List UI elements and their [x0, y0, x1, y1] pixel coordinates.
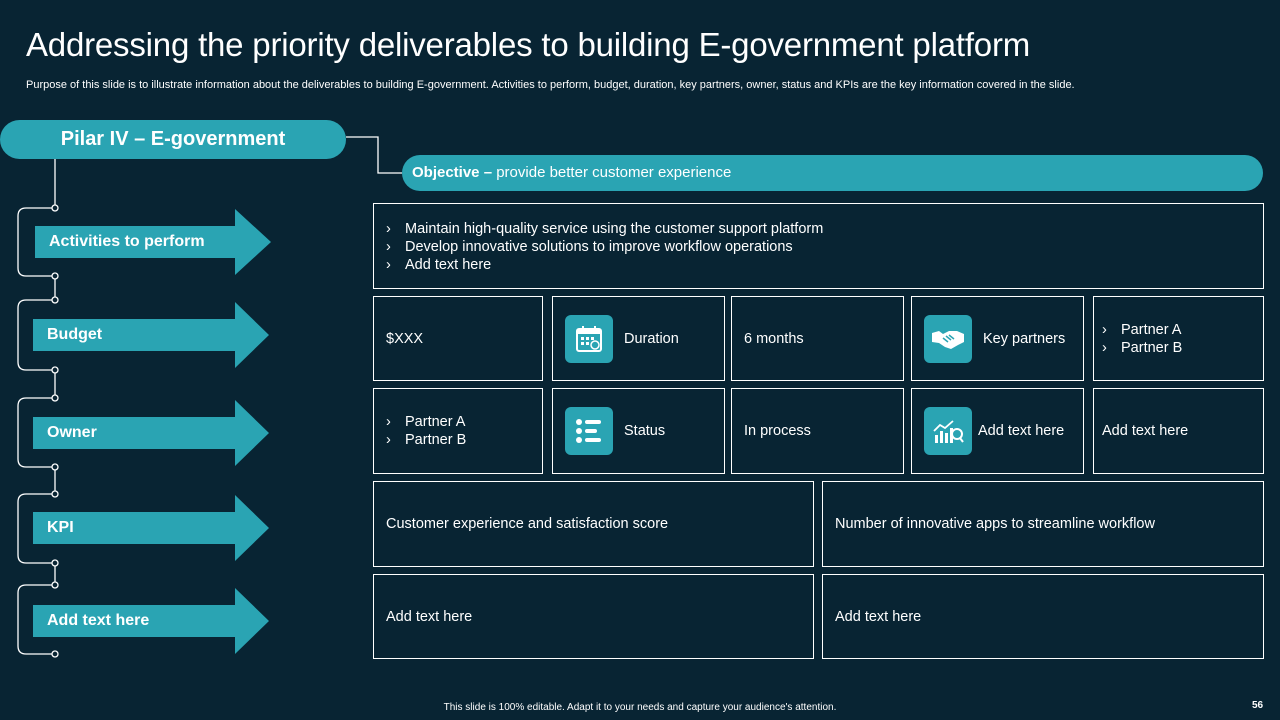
category-label: Add text here — [47, 612, 150, 629]
page-title: Addressing the priority deliverables to building E-government platform — [26, 26, 1031, 63]
bullet-glyph: › — [1102, 340, 1107, 356]
extra-value-cell — [1093, 388, 1264, 474]
page-subtitle: Purpose of this slide is to illustrate information about the deliverables to building E-government. Activities to perform, budget, duration, key partners, owner, status and KPIs are the key information covered in the slide. — [26, 79, 1075, 91]
partners-list-cell — [1093, 296, 1264, 381]
partners-label: Key partners — [983, 330, 1066, 347]
status-cell — [552, 388, 725, 474]
kpi-right-cell — [822, 481, 1264, 567]
category-arrow-activities — [35, 209, 271, 275]
category-label: Activities to perform — [49, 233, 205, 250]
category-arrow-owner — [33, 400, 269, 466]
duration-label: Duration — [624, 330, 679, 347]
list-item: › Maintain high-quality service using the customer support platform — [386, 221, 824, 237]
extra-label: Add text here — [978, 423, 1065, 439]
pilar-banner: Pilar IV – E-government — [0, 120, 346, 159]
objective-banner — [402, 155, 1263, 191]
bullet-glyph: › — [386, 221, 391, 237]
list-item: › Partner B — [386, 432, 467, 448]
category-arrow-budget — [33, 302, 269, 368]
kpi-left-text: Customer experience and satisfaction score — [386, 516, 669, 532]
add-left-cell — [373, 574, 814, 659]
extra-cell — [911, 388, 1084, 474]
partners-list — [1102, 321, 1182, 357]
growth-chart-icon — [924, 407, 972, 455]
page-number: 56 — [1252, 700, 1264, 711]
kpi-right-text: Number of innovative apps to streamline workflow — [835, 516, 1155, 532]
extra-value: Add text here — [1102, 423, 1189, 439]
list-item: › Partner A — [386, 414, 466, 430]
duration-value: 6 months — [744, 330, 804, 347]
list-item: › Develop innovative solutions to improve workflow operations — [386, 239, 793, 255]
status-label: Status — [624, 423, 666, 439]
footer-note: This slide is 100% editable. Adapt it to your needs and capture your audience's attention. — [443, 702, 837, 713]
bullet-glyph: › — [386, 432, 391, 448]
status-value: In process — [744, 423, 811, 439]
add-left-text: Add text here — [386, 608, 473, 625]
category-arrow-kpi — [33, 495, 269, 561]
calendar-icon — [565, 315, 613, 363]
duration-cell — [552, 296, 725, 381]
category-label: KPI — [47, 519, 74, 536]
kpi-left-cell — [373, 481, 814, 567]
activities-box — [373, 203, 1264, 289]
duration-value-cell — [731, 296, 904, 381]
category-label: Budget — [47, 326, 103, 343]
objective-label: Objective – — [412, 164, 493, 181]
list-item: › Partner A — [1102, 322, 1182, 338]
budget-cell — [373, 296, 543, 381]
bullet-glyph: › — [1102, 322, 1107, 338]
list-item: › Partner B — [1102, 340, 1183, 356]
partners-cell — [911, 296, 1084, 381]
category-label: Owner — [47, 424, 97, 441]
activities-list — [386, 220, 823, 274]
add-right-text: Add text here — [835, 608, 922, 625]
owner-cell — [373, 388, 543, 474]
status-value-cell — [731, 388, 904, 474]
checklist-icon — [565, 407, 613, 455]
bullet-glyph: › — [386, 239, 391, 255]
category-arrow-add — [33, 588, 269, 654]
objective-text: provide better customer experience — [492, 164, 732, 181]
owners-list — [386, 413, 466, 449]
bullet-glyph: › — [386, 414, 391, 430]
handshake-icon — [924, 315, 972, 363]
budget-value: $XXX — [386, 330, 424, 347]
bullet-glyph: › — [386, 257, 391, 273]
add-right-cell — [822, 574, 1264, 659]
list-item: › Add text here — [386, 257, 492, 273]
